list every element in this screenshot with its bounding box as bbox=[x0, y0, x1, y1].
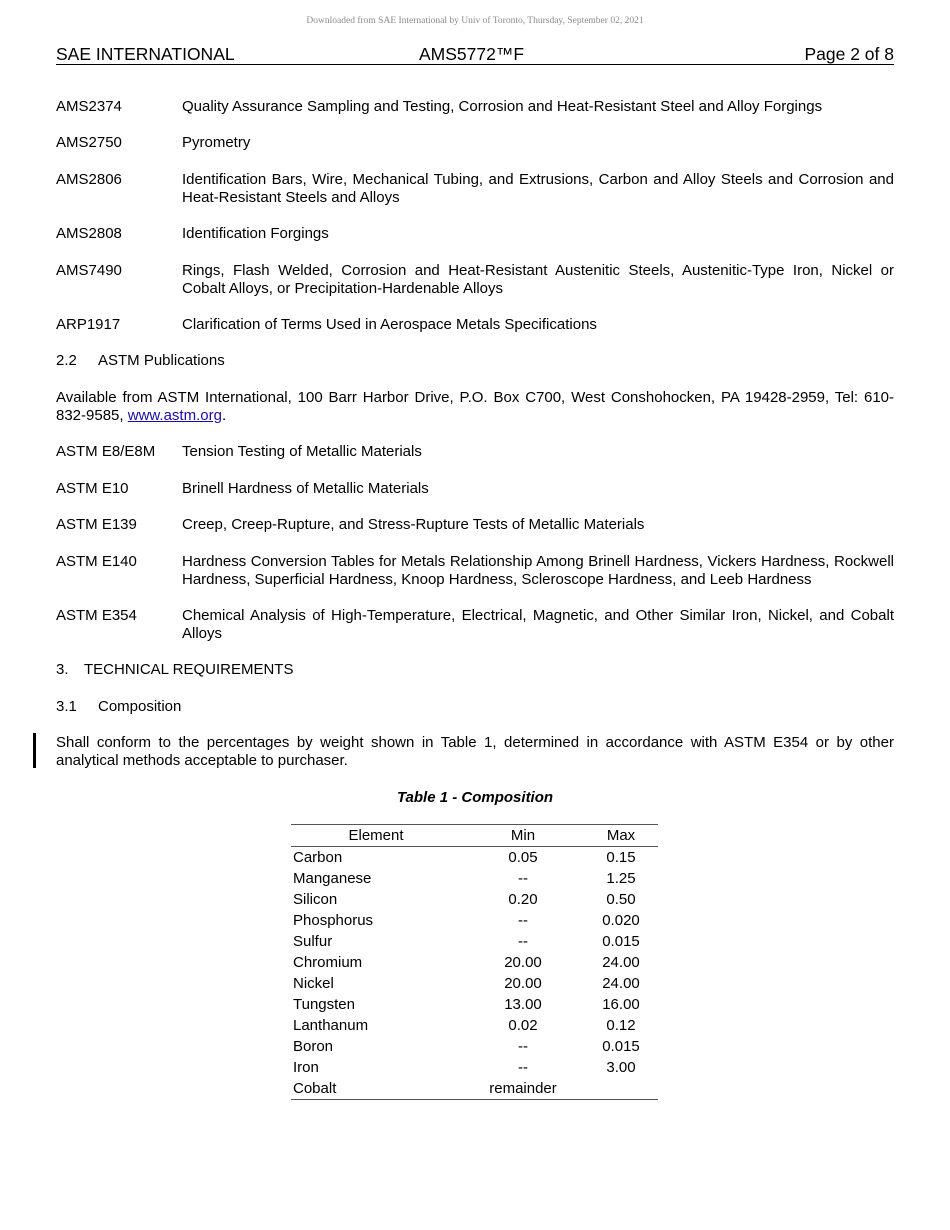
cell-element: Nickel bbox=[293, 975, 334, 992]
cell-element: Lanthanum bbox=[293, 1017, 369, 1034]
cell-min: -- bbox=[518, 870, 528, 887]
reference-code: ASTM E139 bbox=[56, 516, 137, 533]
cell-element: Cobalt bbox=[293, 1080, 337, 1097]
table-caption: Table 1 - Composition bbox=[396, 789, 554, 806]
cell-max: 16.00 bbox=[602, 996, 640, 1013]
reference-code: ASTM E354 bbox=[56, 607, 137, 624]
table-row bbox=[291, 973, 658, 994]
section-title: Composition bbox=[98, 698, 182, 715]
reference-entry bbox=[56, 98, 894, 116]
cell-element: Manganese bbox=[293, 870, 372, 887]
reference-code: ARP1917 bbox=[56, 316, 121, 333]
cell-element: Tungsten bbox=[293, 996, 355, 1013]
reference-title: Chemical Analysis of High-Temperature, Electrical, Magnetic, and Other Similar Iron, Nickel, and Cobalt Alloys bbox=[182, 607, 894, 642]
section-heading-technical-requirements bbox=[56, 661, 894, 679]
cell-min: 0.02 bbox=[508, 1017, 538, 1034]
reference-entry bbox=[56, 516, 894, 534]
cell-max: 0.015 bbox=[602, 933, 640, 950]
table-row bbox=[291, 1078, 658, 1099]
table-row bbox=[291, 931, 658, 952]
table-row bbox=[291, 910, 658, 931]
cell-max: 24.00 bbox=[602, 954, 640, 971]
header-min: Min bbox=[510, 827, 536, 844]
reference-title: Quality Assurance Sampling and Testing, Corrosion and Heat-Resistant Steel and Alloy Forgings bbox=[182, 98, 823, 115]
cell-max: 0.020 bbox=[602, 912, 640, 929]
revision-change-bar bbox=[33, 733, 36, 768]
header-element: Element bbox=[348, 827, 404, 844]
reference-entry bbox=[56, 607, 894, 643]
cell-min: -- bbox=[518, 912, 528, 929]
table-row bbox=[291, 994, 658, 1015]
cell-element: Phosphorus bbox=[293, 912, 374, 929]
reference-entry bbox=[56, 480, 894, 498]
reference-entry bbox=[56, 553, 894, 589]
cell-element: Iron bbox=[293, 1059, 319, 1076]
reference-code: AMS7490 bbox=[56, 262, 122, 279]
table-header-row bbox=[291, 825, 658, 847]
section-number: 3.1 bbox=[56, 698, 77, 715]
reference-code: ASTM E10 bbox=[56, 480, 129, 497]
table-row bbox=[291, 1057, 658, 1078]
reference-entry bbox=[56, 134, 894, 152]
cell-min: 20.00 bbox=[504, 975, 542, 992]
reference-title: Pyrometry bbox=[182, 134, 251, 151]
reference-title: Rings, Flash Welded, Corrosion and Heat-Resistant Austenitic Steels, Austenitic-Type Iron, Nickel or Cobalt Alloys, or Precipitation-Hardenable Alloys bbox=[182, 262, 894, 297]
cell-max: 0.12 bbox=[606, 1017, 636, 1034]
cell-max: 3.00 bbox=[606, 1059, 636, 1076]
cell-element: Boron bbox=[293, 1038, 334, 1055]
header-doc-number: AMS5772™F bbox=[419, 44, 525, 64]
composition-paragraph: Shall conform to the percentages by weight shown in Table 1, determined in accordance with ASTM E354 or by other analytical methods acceptable to purchaser. bbox=[56, 734, 894, 769]
table-row bbox=[291, 868, 658, 889]
reference-title: Hardness Conversion Tables for Metals Relationship Among Brinell Hardness, Vickers Hardness, Rockwell Hardness, Superficial Hardness, Knoop Hardness, Scleroscope Hardness, and Leeb Hardness bbox=[182, 553, 894, 588]
cell-element: Sulfur bbox=[293, 933, 333, 950]
reference-code: AMS2806 bbox=[56, 171, 122, 188]
cell-element: Chromium bbox=[293, 954, 363, 971]
reference-code: ASTM E140 bbox=[56, 553, 137, 570]
reference-title: Creep, Creep-Rupture, and Stress-Rupture Tests of Metallic Materials bbox=[182, 516, 645, 533]
reference-code: AMS2374 bbox=[56, 98, 122, 115]
reference-title: Identification Bars, Wire, Mechanical Tubing, and Extrusions, Carbon and Alloy Steels and Corrosion and Heat-Resistant Steels and Alloys bbox=[182, 171, 894, 206]
cell-min: -- bbox=[518, 1038, 528, 1055]
cell-max: 0.50 bbox=[606, 891, 636, 908]
download-watermark: Downloaded from SAE International by Univ of Toronto, Thursday, September 02, 2021 bbox=[306, 16, 644, 26]
reference-code: AMS2750 bbox=[56, 134, 122, 151]
cell-element: Silicon bbox=[293, 891, 338, 908]
page-header bbox=[56, 44, 894, 65]
reference-title: Brinell Hardness of Metallic Materials bbox=[182, 480, 429, 497]
reference-code: ASTM E8/E8M bbox=[56, 443, 156, 460]
cell-min: 0.05 bbox=[508, 849, 538, 866]
section-number: 3. bbox=[56, 661, 69, 678]
table-row bbox=[291, 1015, 658, 1036]
cell-max: 1.25 bbox=[606, 870, 636, 887]
reference-entry bbox=[56, 225, 894, 243]
reference-entry bbox=[56, 316, 894, 334]
header-publisher: SAE INTERNATIONAL bbox=[56, 44, 235, 64]
table-row bbox=[291, 847, 658, 868]
reference-entry bbox=[56, 262, 894, 298]
section-heading-composition bbox=[56, 698, 894, 716]
table-row bbox=[291, 889, 658, 910]
section-number: 2.2 bbox=[56, 352, 77, 369]
cell-min: 0.20 bbox=[508, 891, 538, 908]
cell-min: remainder bbox=[489, 1080, 557, 1097]
reference-title: Tension Testing of Metallic Materials bbox=[182, 443, 422, 460]
composition-table bbox=[291, 824, 658, 1100]
table-row bbox=[291, 1036, 658, 1057]
astm-availability-paragraph bbox=[56, 389, 894, 425]
astm-website-link[interactable]: www.astm.org bbox=[127, 407, 222, 424]
table-row bbox=[291, 952, 658, 973]
cell-min: 20.00 bbox=[504, 954, 542, 971]
reference-code: AMS2808 bbox=[56, 225, 122, 242]
cell-element: Carbon bbox=[293, 849, 343, 866]
cell-min: -- bbox=[518, 1059, 528, 1076]
cell-max: 0.15 bbox=[606, 849, 636, 866]
cell-max: 0.015 bbox=[602, 1038, 640, 1055]
section-heading-astm bbox=[56, 352, 894, 370]
cell-min: 13.00 bbox=[504, 996, 542, 1013]
section-title: ASTM Publications bbox=[98, 352, 225, 369]
cell-min: -- bbox=[518, 933, 528, 950]
reference-title: Clarification of Terms Used in Aerospace Metals Specifications bbox=[182, 316, 597, 333]
header-max: Max bbox=[606, 827, 636, 844]
section-title: TECHNICAL REQUIREMENTS bbox=[84, 661, 294, 678]
availability-period: . bbox=[221, 407, 227, 424]
availability-text: Available from ASTM International, 100 Barr Harbor Drive, P.O. Box C700, West Conshohocken, PA 19428-2959, Tel: 610-832-9585, bbox=[56, 389, 894, 424]
header-page-number: Page 2 of 8 bbox=[804, 44, 894, 64]
reference-title: Identification Forgings bbox=[182, 225, 329, 242]
reference-entry bbox=[56, 171, 894, 207]
cell-max: 24.00 bbox=[602, 975, 640, 992]
reference-entry bbox=[56, 443, 894, 461]
